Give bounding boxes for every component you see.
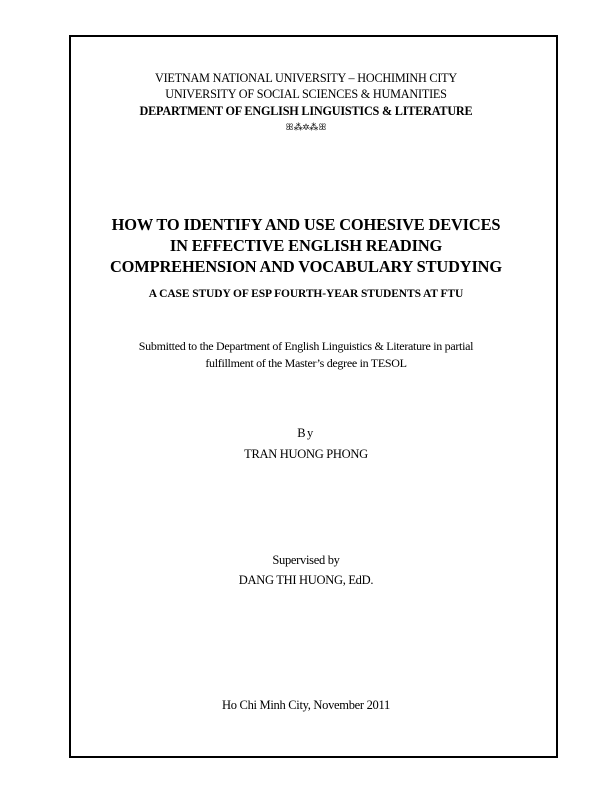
ornament-divider: ꕥ⁂✲⁂ꕥ <box>285 122 327 132</box>
thesis-title-line-1: HOW TO IDENTIFY AND USE COHESIVE DEVICES <box>111 215 501 234</box>
thesis-title-line-3: COMPREHENSION AND VOCABULARY STUDYING <box>110 257 502 276</box>
university-name: VIETNAM NATIONAL UNIVERSITY – HOCHIMINH CITY <box>154 71 458 85</box>
submission-statement-line-2: fulfillment of the Master’s degree in TESOL <box>205 356 407 370</box>
department-name: DEPARTMENT OF ENGLISH LINGUISTICS & LITERATURE <box>139 104 473 118</box>
place-and-date: Ho Chi Minh City, November 2011 <box>222 698 390 712</box>
page-border <box>69 35 558 758</box>
author-name: TRAN HUONG PHONG <box>244 447 368 461</box>
thesis-subtitle: A CASE STUDY OF ESP FOURTH-YEAR STUDENTS AT FTU <box>148 288 464 300</box>
by-label: By <box>297 426 315 440</box>
supervisor-name: DANG THI HUONG, EdD. <box>238 573 374 587</box>
submission-statement-line-1: Submitted to the Department of English Linguistics & Literature in partial <box>138 339 474 353</box>
thesis-title-line-2: IN EFFECTIVE ENGLISH READING <box>169 236 443 255</box>
school-name: UNIVERSITY OF SOCIAL SCIENCES & HUMANITIES <box>165 87 447 101</box>
supervised-by-label: Supervised by <box>272 553 340 567</box>
